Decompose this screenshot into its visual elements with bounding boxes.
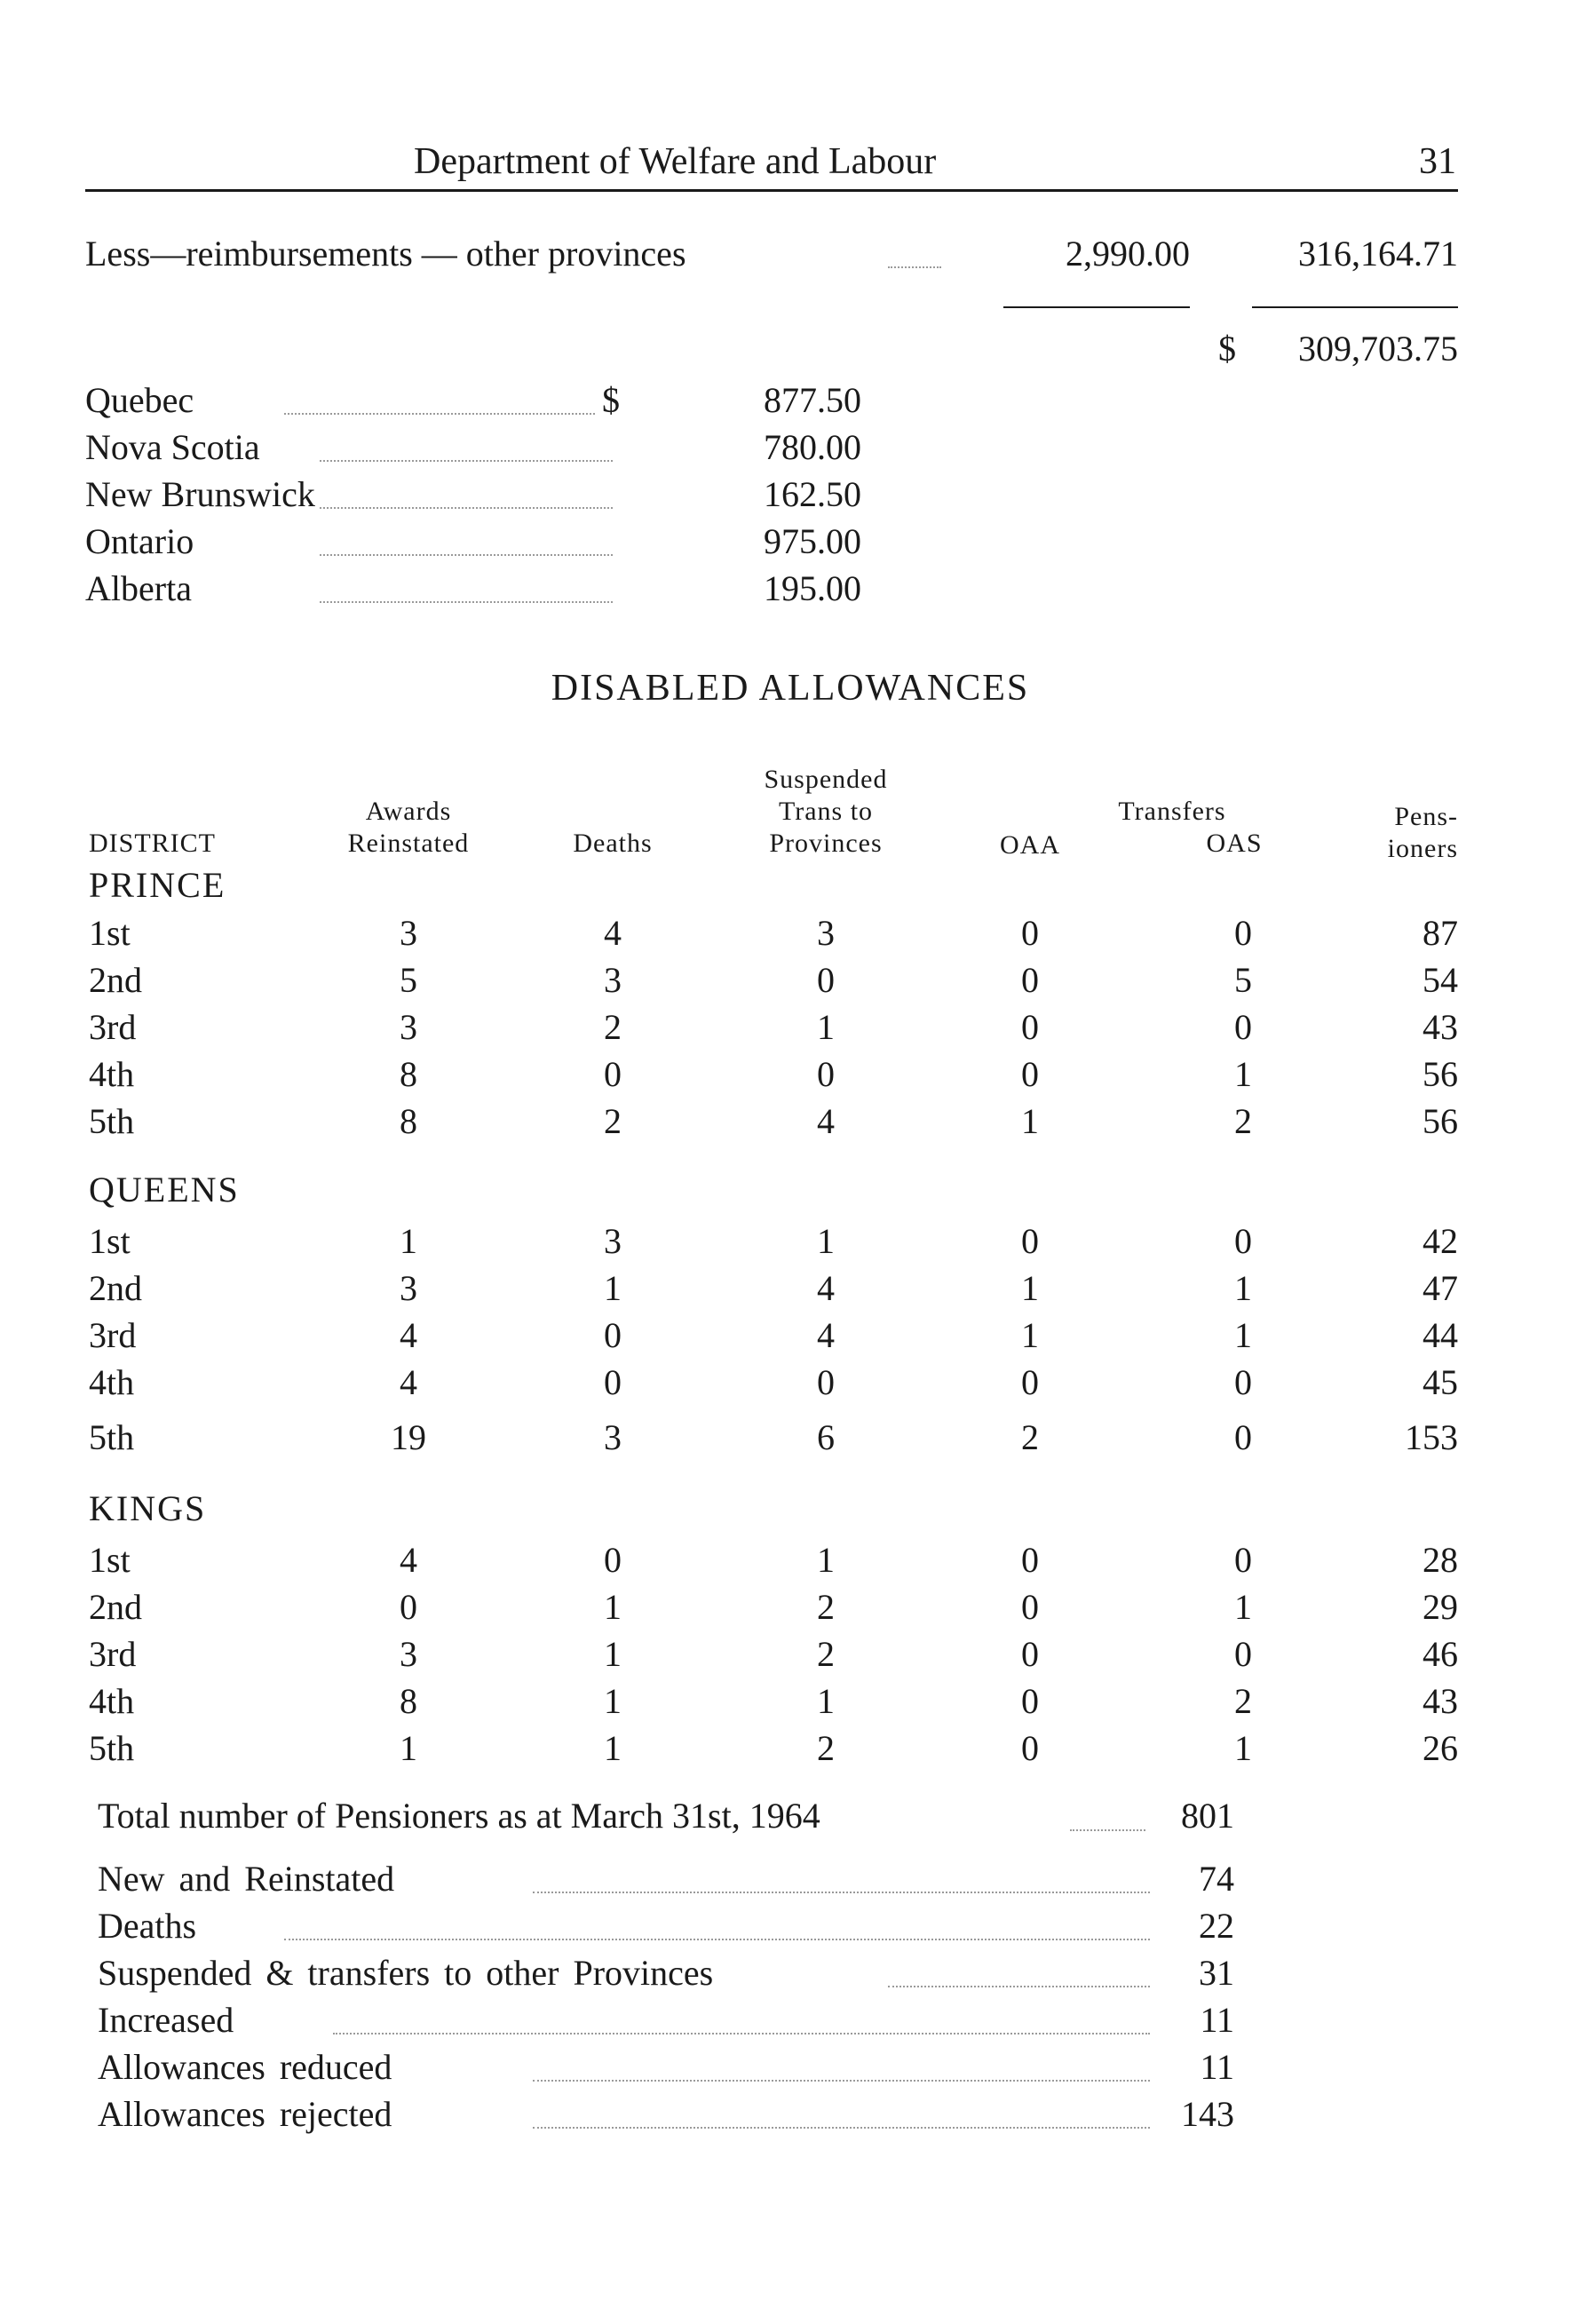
oas-cell: 0 — [1234, 1540, 1252, 1580]
deaths-cell: 2 — [604, 1101, 622, 1141]
oaa-cell: 0 — [1021, 1054, 1039, 1094]
province-leader — [320, 601, 613, 603]
summary-leader — [533, 2127, 1150, 2129]
province-name: Ontario — [85, 521, 194, 561]
header-awards-bottom: Reinstated — [347, 829, 470, 858]
district-cell: 3rd — [89, 1634, 137, 1674]
suspended-cell: 0 — [817, 1362, 835, 1402]
oas-cell: 1 — [1234, 1587, 1252, 1627]
province-leader — [284, 413, 595, 415]
district-cell: 4th — [89, 1054, 135, 1094]
summary-total-label: Total number of Pensioners as at March 31st, 1964 — [98, 1796, 820, 1836]
oaa-cell: 0 — [1021, 1221, 1039, 1261]
province-amount: 195.00 — [764, 568, 861, 608]
pensioners-cell: 28 — [1422, 1540, 1458, 1580]
pensioners-cell: 87 — [1422, 913, 1458, 953]
district-cell: 4th — [89, 1681, 135, 1721]
summary-leader — [284, 1939, 1150, 1940]
deaths-cell: 3 — [604, 1221, 622, 1261]
deaths-cell: 0 — [604, 1362, 622, 1402]
province-name: Nova Scotia — [85, 427, 260, 467]
oaa-cell: 0 — [1021, 1587, 1039, 1627]
oas-cell: 0 — [1234, 1221, 1252, 1261]
pensioners-cell: 29 — [1422, 1587, 1458, 1627]
header-deaths: Deaths — [573, 829, 653, 858]
summary-label: Increased — [98, 2000, 234, 2040]
suspended-cell: 4 — [817, 1101, 835, 1141]
summary-value: 31 — [1199, 1953, 1234, 1993]
summary-value: 22 — [1199, 1906, 1234, 1946]
summary-label: Deaths — [98, 1906, 197, 1946]
district-cell: 2nd — [89, 1587, 142, 1627]
district-cell: 2nd — [89, 1268, 142, 1308]
suspended-cell: 0 — [817, 1054, 835, 1094]
oaa-cell: 0 — [1021, 1362, 1039, 1402]
oaa-cell: 0 — [1021, 1634, 1039, 1674]
suspended-cell: 1 — [817, 1007, 835, 1047]
reimbursements-subtotal: 316,164.71 — [1298, 234, 1458, 274]
pensioners-cell: 153 — [1405, 1417, 1458, 1457]
oaa-cell: 1 — [1021, 1315, 1039, 1355]
summary-label: Allowances rejected — [98, 2094, 392, 2134]
deaths-cell: 2 — [604, 1007, 622, 1047]
awards-cell: 19 — [391, 1417, 426, 1457]
awards-cell: 3 — [400, 913, 417, 953]
oas-cell: 1 — [1234, 1268, 1252, 1308]
summary-total-leader — [1070, 1829, 1145, 1831]
summary-leader — [533, 2080, 1150, 2082]
oas-cell: 1 — [1234, 1728, 1252, 1768]
suspended-cell: 1 — [817, 1540, 835, 1580]
pensioners-cell: 26 — [1422, 1728, 1458, 1768]
table-title: DISABLED ALLOWANCES — [551, 668, 1030, 709]
summary-label: Allowances reduced — [98, 2047, 392, 2087]
district-cell: 4th — [89, 1362, 135, 1402]
awards-cell: 5 — [400, 960, 417, 1000]
suspended-cell: 2 — [817, 1634, 835, 1674]
deaths-cell: 1 — [604, 1268, 622, 1308]
oaa-cell: 0 — [1021, 1728, 1039, 1768]
pensioners-cell: 56 — [1422, 1101, 1458, 1141]
deaths-cell: 0 — [604, 1540, 622, 1580]
district-group-label: QUEENS — [89, 1170, 240, 1210]
header-suspended-2: Trans to — [778, 797, 874, 826]
suspended-cell: 0 — [817, 960, 835, 1000]
oas-cell: 0 — [1234, 1007, 1252, 1047]
header-district: DISTRICT — [89, 829, 216, 858]
province-leader — [320, 460, 613, 462]
oaa-cell: 1 — [1021, 1101, 1039, 1141]
reimbursements-label: Less—reimbursements — other provinces — [85, 234, 686, 274]
subtotal-rule — [1252, 306, 1458, 308]
header-oas: OAS — [1206, 829, 1263, 858]
oas-cell: 0 — [1234, 913, 1252, 953]
district-cell: 2nd — [89, 960, 142, 1000]
header-pensioners-top: Pens- — [1394, 802, 1458, 831]
awards-cell: 4 — [400, 1362, 417, 1402]
total-currency: $ — [1218, 329, 1236, 369]
awards-cell: 3 — [400, 1634, 417, 1674]
district-cell: 1st — [89, 1540, 131, 1580]
summary-label: Suspended & transfers to other Provinces — [98, 1953, 714, 1993]
province-name: Alberta — [85, 568, 192, 608]
deaths-cell: 3 — [604, 960, 622, 1000]
suspended-cell: 3 — [817, 913, 835, 953]
district-cell: 1st — [89, 913, 131, 953]
suspended-cell: 1 — [817, 1221, 835, 1261]
amount-rule — [1003, 306, 1190, 308]
summary-value: 11 — [1200, 2000, 1234, 2040]
deaths-cell: 0 — [604, 1315, 622, 1355]
deaths-cell: 3 — [604, 1417, 622, 1457]
suspended-cell: 1 — [817, 1681, 835, 1721]
province-name: New Brunswick — [85, 474, 315, 514]
oas-cell: 2 — [1234, 1101, 1252, 1141]
summary-label: New and Reinstated — [98, 1859, 395, 1899]
header-oaa: OAA — [1000, 830, 1060, 860]
district-cell: 5th — [89, 1101, 135, 1141]
district-cell: 5th — [89, 1728, 135, 1768]
page-number: 31 — [1419, 141, 1456, 182]
oas-cell: 2 — [1234, 1681, 1252, 1721]
oas-cell: 0 — [1234, 1417, 1252, 1457]
suspended-cell: 2 — [817, 1587, 835, 1627]
province-leader — [320, 554, 613, 556]
pensioners-cell: 45 — [1422, 1362, 1458, 1402]
awards-cell: 3 — [400, 1007, 417, 1047]
page-header-title: Department of Welfare and Labour — [414, 141, 937, 182]
pensioners-cell: 44 — [1422, 1315, 1458, 1355]
deaths-cell: 1 — [604, 1634, 622, 1674]
pensioners-cell: 46 — [1422, 1634, 1458, 1674]
district-group-label: PRINCE — [89, 865, 226, 905]
province-name: Quebec — [85, 380, 194, 420]
deaths-cell: 1 — [604, 1681, 622, 1721]
district-cell: 1st — [89, 1221, 131, 1261]
province-leader — [320, 507, 613, 509]
deaths-cell: 1 — [604, 1587, 622, 1627]
awards-cell: 3 — [400, 1268, 417, 1308]
oas-cell: 1 — [1234, 1054, 1252, 1094]
district-group-label: KINGS — [89, 1488, 207, 1528]
pensioners-cell: 56 — [1422, 1054, 1458, 1094]
pensioners-cell: 54 — [1422, 960, 1458, 1000]
summary-leader — [533, 1892, 1150, 1893]
summary-value: 143 — [1181, 2094, 1234, 2134]
summary-total-value: 801 — [1181, 1796, 1234, 1836]
reimbursements-leader — [888, 266, 941, 268]
awards-cell: 8 — [400, 1101, 417, 1141]
suspended-cell: 6 — [817, 1417, 835, 1457]
oas-cell: 1 — [1234, 1315, 1252, 1355]
deaths-cell: 4 — [604, 913, 622, 953]
suspended-cell: 4 — [817, 1315, 835, 1355]
suspended-cell: 4 — [817, 1268, 835, 1308]
oaa-cell: 0 — [1021, 1007, 1039, 1047]
summary-value: 11 — [1200, 2047, 1234, 2087]
header-transfers: Transfers — [1118, 797, 1226, 826]
header-rule — [85, 189, 1458, 192]
reimbursements-total: 309,703.75 — [1298, 329, 1458, 369]
awards-cell: 8 — [400, 1681, 417, 1721]
deaths-cell: 0 — [604, 1054, 622, 1094]
oaa-cell: 1 — [1021, 1268, 1039, 1308]
province-amount: 877.50 — [764, 380, 861, 420]
province-amount: 975.00 — [764, 521, 861, 561]
suspended-cell: 2 — [817, 1728, 835, 1768]
pensioners-cell: 47 — [1422, 1268, 1458, 1308]
oaa-cell: 2 — [1021, 1417, 1039, 1457]
pensioners-cell: 43 — [1422, 1007, 1458, 1047]
province-currency: $ — [602, 380, 620, 420]
pensioners-cell: 42 — [1422, 1221, 1458, 1261]
awards-cell: 4 — [400, 1540, 417, 1580]
deaths-cell: 1 — [604, 1728, 622, 1768]
header-awards-top: Awards — [365, 797, 452, 826]
summary-leader — [888, 1986, 1150, 1987]
oas-cell: 0 — [1234, 1634, 1252, 1674]
oaa-cell: 0 — [1021, 960, 1039, 1000]
oas-cell: 0 — [1234, 1362, 1252, 1402]
district-cell: 5th — [89, 1417, 135, 1457]
reimbursements-amount: 2,990.00 — [1066, 234, 1190, 274]
awards-cell: 1 — [400, 1221, 417, 1261]
oas-cell: 5 — [1234, 960, 1252, 1000]
awards-cell: 0 — [400, 1587, 417, 1627]
oaa-cell: 0 — [1021, 1681, 1039, 1721]
oaa-cell: 0 — [1021, 1540, 1039, 1580]
province-amount: 162.50 — [764, 474, 861, 514]
pensioners-cell: 43 — [1422, 1681, 1458, 1721]
province-amount: 780.00 — [764, 427, 861, 467]
summary-value: 74 — [1199, 1859, 1234, 1899]
header-suspended-1: Suspended — [764, 765, 888, 794]
summary-leader — [333, 2033, 1150, 2034]
oaa-cell: 0 — [1021, 913, 1039, 953]
header-pensioners-bottom: ioners — [1387, 834, 1458, 863]
district-cell: 3rd — [89, 1315, 137, 1355]
awards-cell: 4 — [400, 1315, 417, 1355]
awards-cell: 1 — [400, 1728, 417, 1768]
district-cell: 3rd — [89, 1007, 137, 1047]
awards-cell: 8 — [400, 1054, 417, 1094]
header-suspended-3: Provinces — [769, 829, 883, 858]
